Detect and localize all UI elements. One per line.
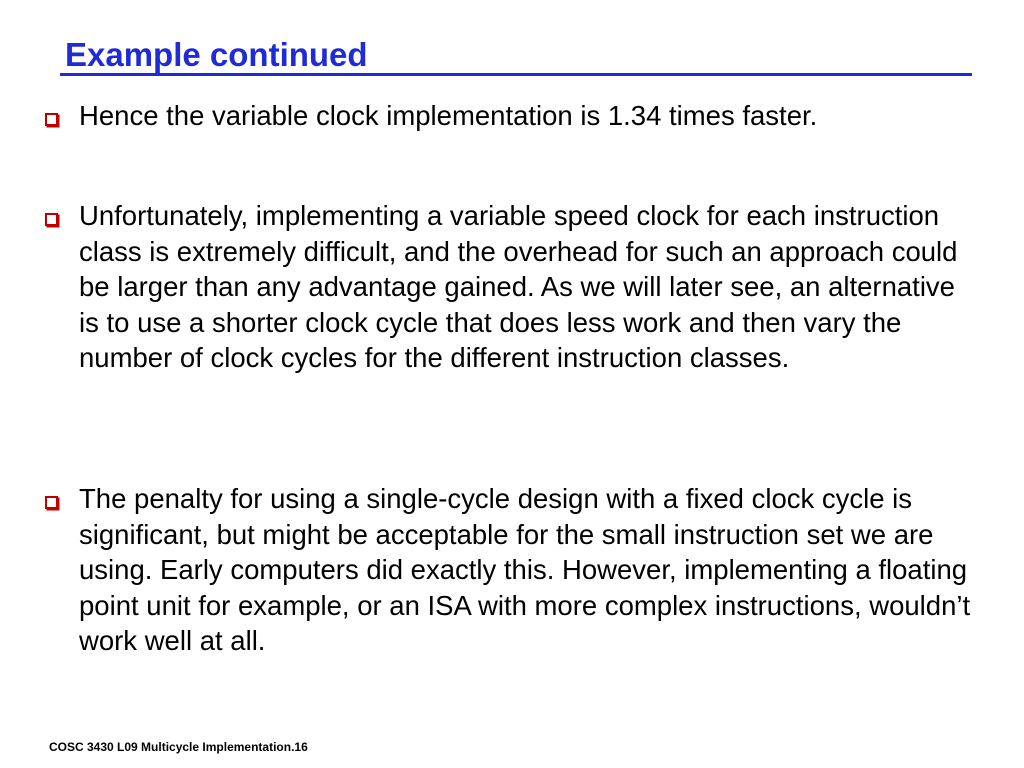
slide-title: Example continued — [65, 36, 368, 73]
bullet-item — [79, 98, 974, 134]
bullet-text: The penalty for using a single-cycle design with a fixed clock cycle is significant, but might be acceptable for the small instruction set we are using. Early computers did exactly this. However, implementing a floating point unit for example, or an ISA with more complex instructions, wouldn’t work well at all. — [79, 483, 971, 656]
bullet-text: Hence the variable clock implementation is 1.34 times faster. — [79, 100, 818, 131]
bullet-item — [79, 481, 974, 659]
hollow-square-bullet-icon — [45, 496, 58, 509]
title-underline — [60, 73, 972, 76]
hollow-square-bullet-icon — [45, 213, 58, 226]
bullet-text: Unfortunately, implementing a variable speed clock for each instruction class is extremely difficult, and the overhead for such an approach could be larger than any advantage gained. As we will later see, an alternative is to use a shorter clock cycle that does less work and then vary the number of clock cycles for the different instruction classes. — [79, 200, 958, 373]
slide-footer: COSC 3430 L09 Multicycle Implementation.16 — [49, 740, 308, 754]
bullet-item — [79, 198, 974, 376]
hollow-square-bullet-icon — [45, 113, 58, 126]
